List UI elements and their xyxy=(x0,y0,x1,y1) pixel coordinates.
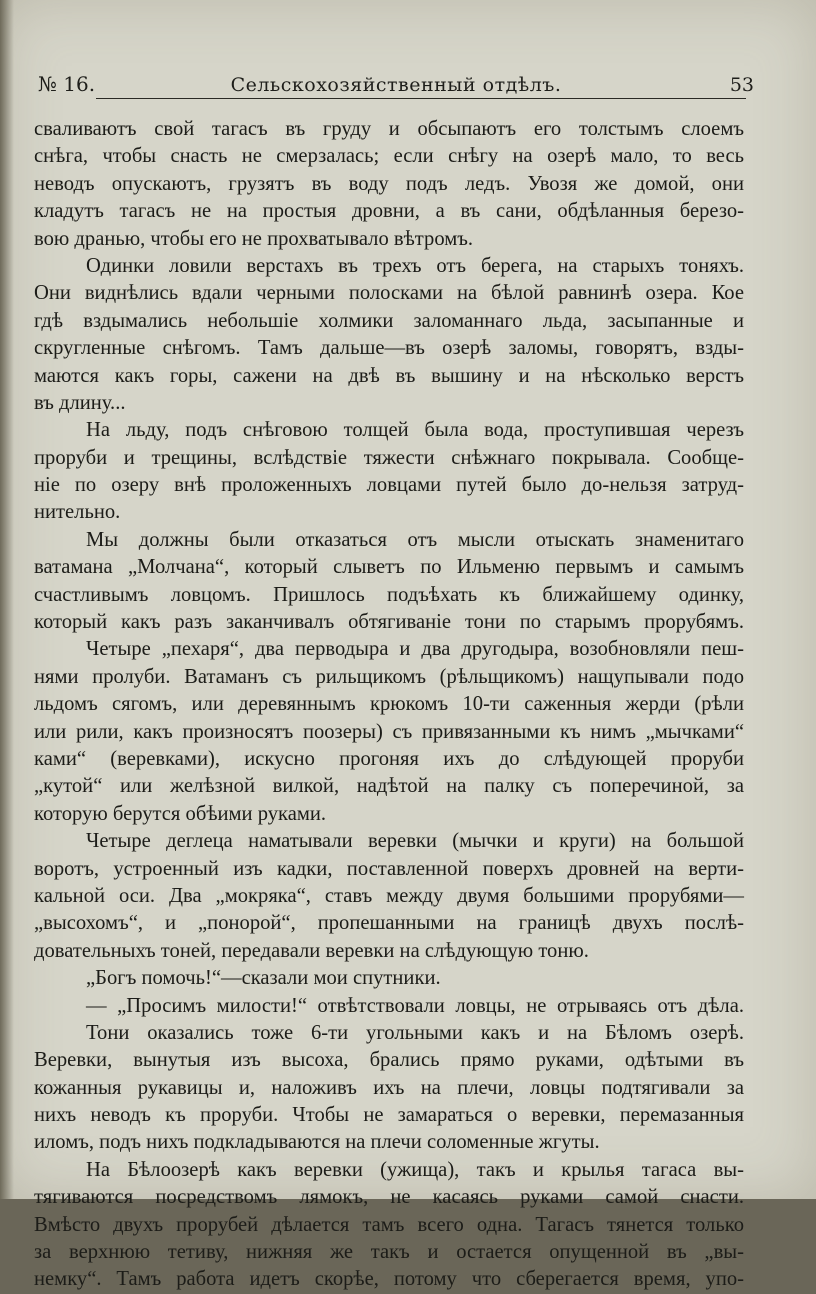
text-line: Тони оказались тоже 6-ти угольными какъ и на Бѣломъ озерѣ. xyxy=(86,1021,744,1044)
page-number: 53 xyxy=(729,74,754,96)
text-line: нительно. xyxy=(34,501,121,524)
text-line: въ длину... xyxy=(34,391,126,414)
text-line: воротъ, устроенный изъ кадки, поставленной поверхъ дровней на верти- xyxy=(34,857,744,880)
text-line: немку“. Тамъ работа идетъ скорѣе, потому что сберегается время, упо- xyxy=(34,1268,744,1291)
text-line: счастливымъ ловцомъ. Пришлось подъѣхать къ ближайшему одинку, xyxy=(34,583,744,606)
text-line: нихъ неводъ къ проруби. Чтобы не замараться о веревки, перемазанныя xyxy=(34,1104,744,1127)
text-line: гдѣ вздымались небольшіе холмики заломаннаго льда, засыпанные и xyxy=(34,309,744,332)
text-line: тягиваются посредствомъ лямокъ, не касаясь руками самой снасти. xyxy=(34,1186,744,1209)
text-line: сваливаютъ свой тагасъ въ груду и обсыпаютъ его толстымъ слоемъ xyxy=(34,118,744,140)
text-line: кладутъ тагасъ не на простыя дровни, а въ сани, обдѣланныя березо- xyxy=(34,200,744,223)
text-line: или рили, какъ произносятъ поозеры) съ привязанными къ нимъ „мычками“ xyxy=(34,720,744,743)
text-line: проруби и трещины, вслѣдствіе тяжести снѣжнаго покрывала. Сообще- xyxy=(34,446,744,469)
text-line: вою дранью, чтобы его не прохватывало вѣтромъ. xyxy=(34,227,474,250)
text-line: Мы должны были отказаться отъ мысли отыскать знаменитаго xyxy=(86,528,744,551)
text-line: кальной оси. Два „мокряка“, ставъ между двумя большими прорубями— xyxy=(34,884,744,907)
text-line: неводъ опускаютъ, грузятъ въ воду подъ ледъ. Увозя же домой, они xyxy=(34,172,744,195)
article-text xyxy=(34,116,744,1294)
text-line: Четыре „пехаря“, два перводыра и два другодыра, возобновляли пеш- xyxy=(86,638,744,661)
text-line: „кутой“ или желѣзной вилкой, надѣтой на палку съ поперечиной, за xyxy=(34,775,744,798)
text-line: На Бѣлоозерѣ какъ веревки (ужища), такъ и крылья тагаса вы- xyxy=(86,1158,744,1181)
text-line: Четыре деглеца наматывали веревки (мычки и круги) на большой xyxy=(86,830,744,853)
text-line: ватамана „Молчана“, который слыветъ по Ильменю первымъ и самымъ xyxy=(34,556,744,579)
text-line: нями пролуби. Ватаманъ съ рильщикомъ (рѣльщикомъ) нащупывали подо xyxy=(34,665,744,688)
text-line: скругленные снѣгомъ. Тамъ дальше—въ озерѣ заломы, говорятъ, взды- xyxy=(34,337,744,360)
text-line: довательныхъ тоней, передавали веревки на слѣдующую тоню. xyxy=(34,939,589,962)
text-line: ніе по озеру внѣ проложенныхъ ловцами путей было до-нельзя затруд- xyxy=(34,474,744,497)
issue-number: № 16. xyxy=(38,72,96,96)
text-line: Одинки ловили верстахъ въ трехъ отъ берега, на старыхъ тоняхъ. xyxy=(86,254,744,277)
text-line: Вмѣсто двухъ прорубей дѣлается тамъ всего одна. Тагасъ тянется только xyxy=(34,1213,744,1236)
section-title: Сельскохозяйственный отдѣлъ. xyxy=(230,74,562,96)
text-line: которую берутся обѣими руками. xyxy=(34,802,327,825)
text-line: Веревки, вынутыя изъ высоха, брались прямо руками, одѣтыми въ xyxy=(34,1049,744,1072)
text-line: — „Просимъ милости!“ отвѣтствовали ловцы, не отрываясь отъ дѣла. xyxy=(86,994,744,1017)
text-line: Они виднѣлись вдали черными полосками на бѣлой равнинѣ озера. Кое xyxy=(34,282,744,305)
header-rule xyxy=(96,98,746,99)
text-line: льдомъ сягомъ, или деревяннымъ крюкомъ 10-ти саженныя жерди (рѣли xyxy=(34,693,744,716)
text-line: за верхнюю тетиву, нижняя же такъ и остается опущенной въ „вы- xyxy=(34,1241,744,1264)
text-line: кожанныя рукавицы и, наложивъ ихъ на плечи, ловцы подтягивали за xyxy=(34,1076,744,1099)
running-header xyxy=(38,70,754,100)
page-gutter-shadow xyxy=(0,0,14,1199)
text-line: иломъ, подъ нихъ подкладываются на плечи соломенные жгуты. xyxy=(34,1131,600,1154)
text-line: „Богъ помочь!“—сказали мои спутники. xyxy=(86,967,441,990)
text-line: который какъ разъ заканчивалъ обтягиваніе тони по старымъ прорубямъ. xyxy=(34,611,744,634)
text-line: маются какъ горы, сажени на двѣ въ вышину и на нѣсколько верстъ xyxy=(34,364,744,387)
text-line: На льду, подъ снѣговою толщей была вода, проступившая черезъ xyxy=(86,419,744,442)
text-line: „высохомъ“, и „понорой“, пропешанными на границѣ двухъ послѣ- xyxy=(34,912,744,935)
text-line: ками“ (веревками), искусно прогоняя ихъ до слѣдующей проруби xyxy=(34,747,744,770)
text-line: снѣга, чтобы снасть не смерзалась; если снѣгу на озерѣ мало, то весь xyxy=(34,145,744,168)
